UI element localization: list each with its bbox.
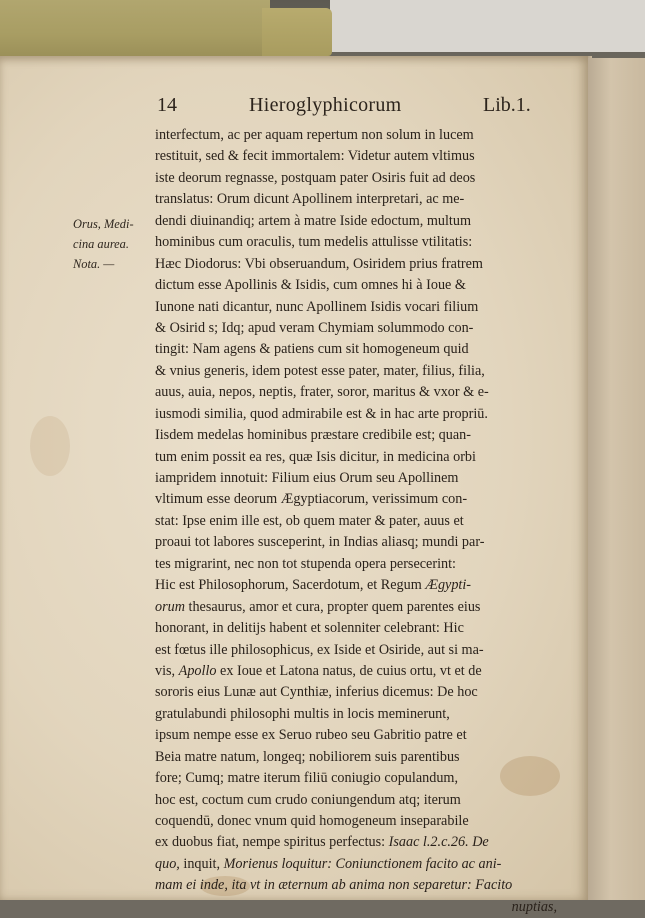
text-line bbox=[155, 661, 557, 682]
page-number: 14 bbox=[157, 94, 177, 116]
text-segment: ex duobus fiat, nempe spiritus perfectus: bbox=[155, 834, 389, 851]
margin-note-line: cina aurea. bbox=[73, 237, 129, 251]
text-line: Hæc Diodorus: Vbi obseruandum, Osiridem prius fratrem bbox=[155, 255, 483, 272]
text-line bbox=[155, 575, 557, 596]
margin-note-line: Nota. — bbox=[73, 257, 115, 271]
text-line: honorant, in delitijs habent et solenniter celebrant: Hic bbox=[155, 620, 464, 637]
text-line: & Osirid s; Idq; apud veram Chymiam solummodo con- bbox=[155, 319, 474, 336]
text-line: stat: Ipse enim ille est, ob quem mater & pater, auus et bbox=[155, 512, 464, 529]
text-line: dendi diuinandiq; artem à matre Iside edoctum, multum bbox=[155, 212, 471, 229]
paper-stain bbox=[30, 416, 70, 476]
italic-segment: nuptias, bbox=[511, 898, 557, 915]
italic-segment: orum bbox=[155, 598, 185, 615]
margin-notes bbox=[73, 214, 155, 274]
italic-segment: Morienus loquitur: Coniunctionem facito ac ani- bbox=[223, 855, 502, 872]
text-line: restituit, sed & fecit immortalem: Videtur autem vltimus bbox=[155, 148, 475, 165]
italic-segment: Isaac l.2.c.26. De bbox=[388, 834, 489, 851]
text-line: interfectum, ac per aquam repertum non solum in lucem bbox=[155, 127, 474, 143]
book-label: Lib.1. bbox=[483, 94, 531, 116]
text-line: tes migrarint, nec non tot stupenda opera persecerint: bbox=[155, 555, 456, 572]
background-white-area bbox=[330, 0, 645, 52]
text-line: Iisdem medelas hominibus præstare credibile est; quan- bbox=[155, 427, 471, 444]
italic-segment: quo, bbox=[155, 855, 180, 872]
text-segment: ex Ioue et Latona natus, de cuius ortu, vt et de bbox=[216, 662, 482, 679]
italic-segment: mam ei inde, ita vt in æternum ab anima non separetur: Facito bbox=[155, 877, 513, 894]
text-line: Beia matre natum, longeq; nobiliorem suis parentibus bbox=[155, 748, 460, 765]
text-line: iusmodi similia, quod admirabile est & in hac arte propriū. bbox=[155, 405, 488, 422]
text-line: proaui tot labores susceperint, in Indias aliasq; mundi par- bbox=[155, 534, 485, 551]
text-segment: vis, bbox=[155, 662, 179, 679]
text-line: coquendū, donec vnum quid homogeneum inseparabile bbox=[155, 813, 469, 829]
cloth-weight bbox=[0, 0, 270, 58]
text-line: iampridem innotuit: Filium eius Orum seu Apollinem bbox=[155, 470, 459, 486]
text-line: hominibus cum oraculis, tum medelis attulisse vtilitatis: bbox=[155, 234, 473, 251]
text-line: auus, auia, nepos, neptis, frater, soror, maritus & vxor & e- bbox=[155, 384, 489, 401]
text-line: & vnius generis, idem potest esse pater, mater, filius, filia, bbox=[155, 362, 485, 379]
italic-segment: Ægypti- bbox=[425, 577, 472, 594]
text-line: translatus: Orum dicunt Apollinem interpretari, ac me- bbox=[155, 191, 465, 208]
text-line bbox=[155, 854, 557, 875]
text-line: dictum esse Apollinis & Isidis, cum omnes hi à Ioue & bbox=[155, 277, 466, 294]
text-line: hoc est, coctum cum crudo coniungendum atq; iterum bbox=[155, 791, 461, 808]
text-line: vltimum esse deorum Ægyptiacorum, verissimum con- bbox=[155, 491, 468, 508]
text-line: tingit: Nam agens & patiens cum sit homogeneum quid bbox=[155, 341, 469, 358]
running-header bbox=[0, 94, 588, 122]
italic-segment: Apollo bbox=[178, 662, 217, 679]
text-line: ipsum nempe esse ex Seruo rubeo seu Gabritio patre et bbox=[155, 727, 467, 744]
text-line bbox=[155, 832, 557, 853]
text-line: gratulabundi philosophi multis in locis meminerunt, bbox=[155, 705, 450, 722]
text-line: est fœtus ille philosophicus, ex Iside et Osiride, aut si ma- bbox=[155, 641, 484, 658]
facing-page bbox=[588, 58, 645, 900]
text-line: fore; Cumq; matre iterum filiū coniugio copulandum, bbox=[155, 770, 458, 787]
running-title: Hieroglyphicorum bbox=[249, 94, 402, 116]
text-line bbox=[155, 875, 557, 896]
text-line bbox=[155, 597, 557, 618]
text-line: sororis eius Lunæ aut Cynthiæ, inferius dicemus: De hoc bbox=[155, 684, 478, 701]
text-line: iste deorum regnasse, postquam pater Osiris fuit ad deos bbox=[155, 169, 476, 186]
text-segment: Hic est Philosophorum, Sacerdotum, et Regum bbox=[155, 577, 426, 594]
margin-note-line: Orus, Medi- bbox=[73, 217, 134, 231]
text-segment: thesaurus, amor et cura, propter quem parentes eius bbox=[184, 598, 481, 615]
body-text bbox=[155, 125, 557, 918]
cloth-weight-fold bbox=[262, 8, 332, 56]
text-segment: inquit, bbox=[179, 855, 224, 872]
text-line: Iunone nati dicantur, nunc Apollinem Isidis vocari filium bbox=[155, 298, 479, 315]
text-line: tum enim possit ea res, quæ Isis dicitur, in medicina orbi bbox=[155, 448, 476, 465]
